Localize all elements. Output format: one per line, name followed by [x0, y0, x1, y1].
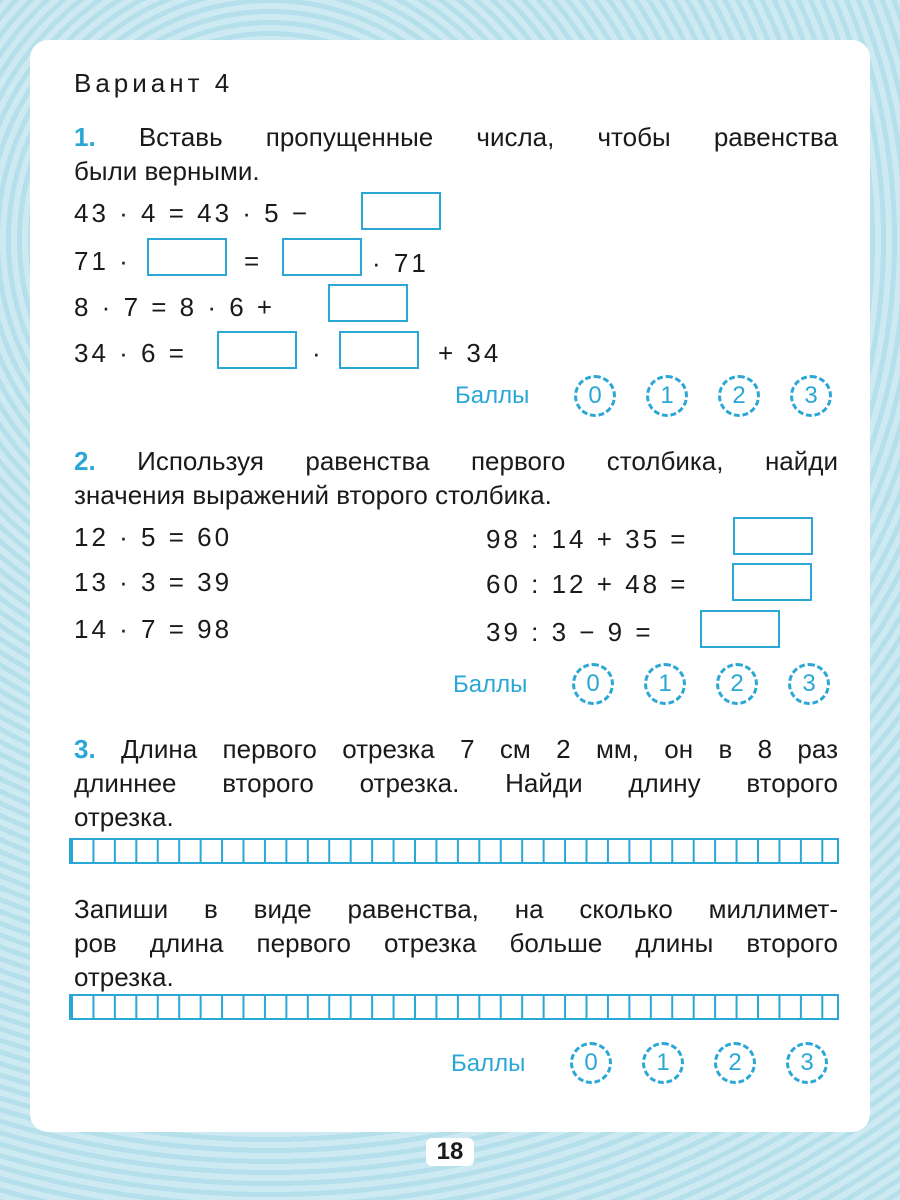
- answer-box[interactable]: [339, 331, 419, 369]
- task1-line2: были верными.: [74, 156, 260, 186]
- score-label: Баллы: [453, 671, 528, 698]
- task3-line3: отрезка.: [74, 802, 174, 832]
- score-option[interactable]: 1: [644, 663, 686, 705]
- score-option[interactable]: 2: [716, 663, 758, 705]
- page-number: 18: [426, 1138, 474, 1166]
- answer-box[interactable]: [328, 284, 408, 322]
- task3-line2: длиннее второго отрезка. Найди длину второго: [74, 768, 838, 798]
- task3-number: 3.: [74, 734, 96, 764]
- task2-line1: [74, 444, 838, 478]
- answer-box[interactable]: [282, 238, 362, 276]
- answer-grid[interactable]: [69, 994, 839, 1020]
- task1-number: 1.: [74, 122, 96, 152]
- score-option[interactable]: 3: [788, 663, 830, 705]
- task1-eq1: 43 · 4 = 43 · 5 −: [74, 198, 311, 228]
- task1-line1: [74, 120, 838, 154]
- task2-text: Используя равенства первого столбика, найди: [137, 446, 838, 476]
- answer-box[interactable]: [147, 238, 227, 276]
- score-option[interactable]: 0: [574, 375, 616, 417]
- task2-col1-row: 13 · 3 = 39: [74, 567, 233, 597]
- score-option[interactable]: 2: [718, 375, 760, 417]
- task2-col1-row: 12 · 5 = 60: [74, 522, 233, 552]
- task3-text: Длина первого отрезка 7 см 2 мм, он в 8 раз: [121, 734, 838, 764]
- score-option[interactable]: 3: [786, 1042, 828, 1084]
- task1-eq2-c: · 71: [372, 248, 429, 278]
- task2-col1-row: 14 · 7 = 98: [74, 614, 233, 644]
- variant-title: Вариант 4: [74, 68, 234, 98]
- task2-line2: значения выражений второго столбика.: [74, 480, 552, 510]
- score-option[interactable]: 1: [642, 1042, 684, 1084]
- score-option[interactable]: 0: [570, 1042, 612, 1084]
- task3-sub-line3: отрезка.: [74, 962, 174, 992]
- task1-eq4-b: ·: [312, 338, 324, 368]
- task3-line1: [74, 732, 838, 766]
- task1-eq3: 8 · 7 = 8 · 6 +: [74, 292, 276, 322]
- score-label: Баллы: [455, 382, 530, 409]
- answer-box[interactable]: [700, 610, 780, 648]
- answer-box[interactable]: [733, 517, 813, 555]
- task1-eq2-b: =: [244, 246, 263, 276]
- answer-box[interactable]: [361, 192, 441, 230]
- score-option[interactable]: 0: [572, 663, 614, 705]
- answer-grid[interactable]: [69, 838, 839, 864]
- task2-col2-row: 60 : 12 + 48 =: [486, 569, 689, 599]
- task1-text: Вставь пропущенные числа, чтобы равенства: [138, 122, 838, 152]
- task1-eq2-a: 71 ·: [74, 246, 131, 276]
- task3-sub-line2: ров длина первого отрезка больше длины второго: [74, 928, 838, 958]
- task2-col2-row: 39 : 3 − 9 =: [486, 617, 654, 647]
- task3-sub-line1: Запиши в виде равенства, на сколько миллимет-: [74, 894, 838, 924]
- task2-number: 2.: [74, 446, 96, 476]
- score-label: Баллы: [451, 1050, 526, 1077]
- score-option[interactable]: 2: [714, 1042, 756, 1084]
- task1-eq4-c: + 34: [438, 338, 502, 368]
- task1-eq4-a: 34 · 6 =: [74, 338, 187, 368]
- answer-box[interactable]: [217, 331, 297, 369]
- score-option[interactable]: 1: [646, 375, 688, 417]
- task2-col2-row: 98 : 14 + 35 =: [486, 524, 689, 554]
- answer-box[interactable]: [732, 563, 812, 601]
- score-option[interactable]: 3: [790, 375, 832, 417]
